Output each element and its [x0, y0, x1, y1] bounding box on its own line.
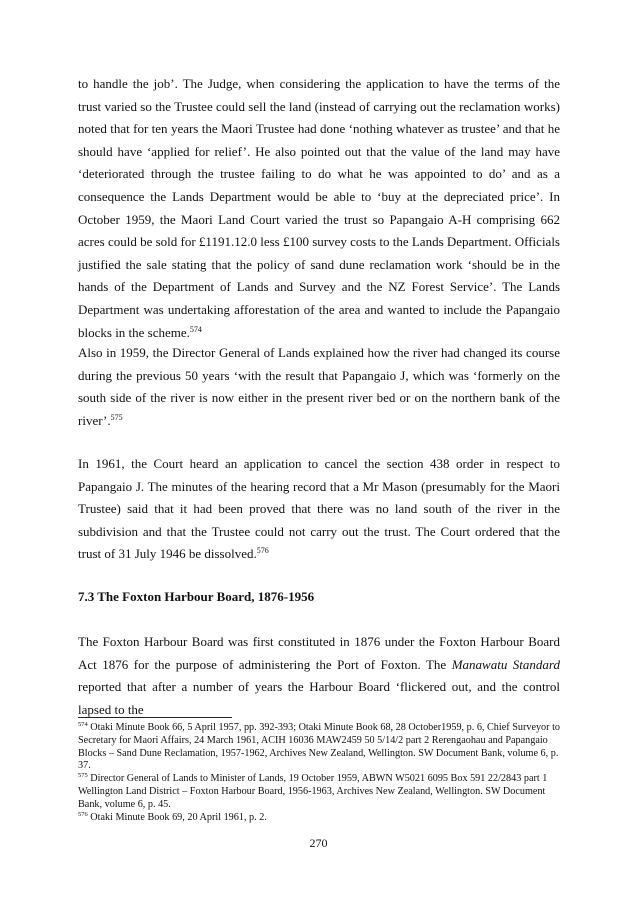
paragraph-sand-dune-trust — [78, 73, 560, 344]
footnote-575 — [78, 773, 562, 811]
page-number: 270 — [309, 836, 328, 850]
footnote-ref-576[interactable]: 576 — [256, 546, 269, 556]
footnotes — [78, 722, 562, 824]
footnote-574 — [78, 722, 562, 773]
paragraph-river-course — [78, 342, 560, 432]
footnote-number: 576 — [78, 810, 88, 818]
paragraph-text-start: The Foxton Harbour Board was first constituted in 1876 under the Foxton Harbour Board Act 1876 for the purpose of administering the Port of Foxton. The — [78, 634, 560, 672]
paragraph-1961-hearing — [78, 453, 560, 566]
paragraph-text: Also in 1959, the Director General of Lands explained how the river had changed its course during the previous 50 years ‘with the result that Papangaio J, which was ‘formerly on the south side of the river is now either in the present river bed or on the northern bank of the river’. — [78, 345, 560, 428]
footnote-text: Director General of Lands to Minister of Lands, 19 October 1959, ABWN W5021 6095 Box 591 22/2843 part 1 Wellington Land District – Foxton Harbour Board, 1956-1963, Archives New Zealand, Wellington. SW Document Bank, volume 6, p. 45. — [78, 773, 548, 810]
footnote-text: Otaki Minute Book 69, 20 April 1961, p. 2. — [90, 811, 267, 823]
footnote-number: 575 — [78, 772, 88, 780]
footnote-ref-575[interactable]: 575 — [110, 412, 123, 422]
paragraph-foxton-harbour-board — [78, 631, 560, 721]
paragraph-text: to handle the job’. The Judge, when considering the application to have the terms of the trust varied so the Trustee could sell the land (instead of carrying out the reclamation works) noted that for ten years the Maori Trustee had done ‘nothing whatever as trustee’ and that he should have ‘applied for relief’. He also pointed out that the value of the land may have ‘deteriorated through the trustee failing to do what he was appointed to do’ and as a consequence the Lands Department would be able to ‘buy at the depreciated price’. In October 1959, the Maori Land Court varied the trust so Papangaio A-H comprising 662 acres could be sold for £1191.12.0 less £100 survey costs to the Lands Department. Officials justified the sale stating that the policy of sand dune reclamation work ‘should be in the hands of the Department of Lands and Survey and the NZ Forest Service’. The Lands Department was undertaking afforestation of the area and wanted to include the Papangaio blocks in the scheme. — [78, 76, 560, 340]
paragraph-text: In 1961, the Court heard an application to cancel the section 438 order in respect to Papangaio J. The minutes of the hearing record that a Mr Mason (presumably for the Maori Trustee) said that it had been proved that there was no land south of the river in the subdivision and that the Trustee could not carry out the trust. The Court ordered that the trust of 31 July 1946 be dissolved. — [78, 456, 560, 562]
footnote-number: 574 — [78, 721, 88, 728]
footnote-ref-574[interactable]: 574 — [189, 324, 202, 334]
footnote-divider — [78, 717, 232, 718]
newspaper-title: Manawatu Standard — [451, 656, 560, 672]
paragraph-text-end: reported that after a number of years the Harbour Board ‘flickered out, and the control lapsed to the — [78, 679, 560, 717]
footnote-576 — [78, 812, 562, 825]
section-heading: 7.3 The Foxton Harbour Board, 1876-1956 — [78, 589, 315, 604]
footnote-text: Otaki Minute Book 66, 5 April 1957, pp. 392-393; Otaki Minute Book 68, 28 October1959, p. 6, Chief Surveyor to Secretary for Maori Affairs, 24 March 1961, ACIH 16036 MAW2459 50 5/14/2 part 2 Rerengaohau and Papangaio Blocks – Sand Dune Reclamation, 1957-1962, Archives New Zealand, Wellington. SW Document Bank, volume 6, p. 37. — [78, 722, 561, 772]
